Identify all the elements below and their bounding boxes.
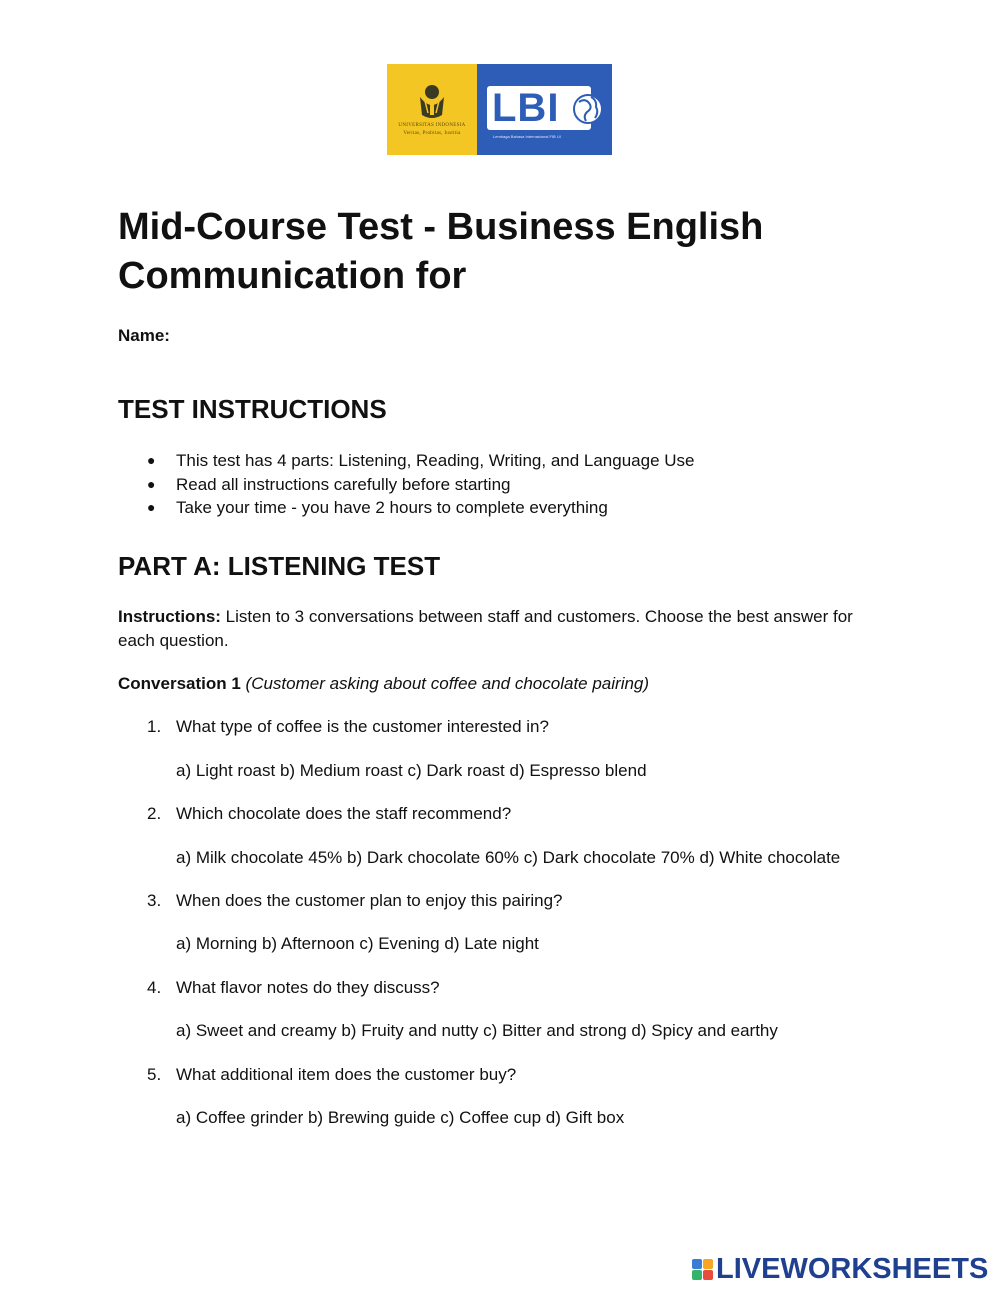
instructions-text: Listen to 3 conversations between staff and customers. Choose the best answer for each question. xyxy=(118,607,853,650)
question-text: What type of coffee is the customer interested in? xyxy=(176,717,549,736)
name-label: Name: xyxy=(118,326,170,345)
list-item xyxy=(118,473,695,497)
question-3-options: a) Morning b) Afternoon c) Evening d) Late night xyxy=(176,934,539,953)
instructions-list xyxy=(118,449,695,520)
question-5-options: a) Coffee grinder b) Brewing guide c) Coffee cup d) Gift box xyxy=(176,1108,625,1127)
question-number: 1. xyxy=(147,717,162,736)
university-name: UNIVERSITAS INDONESIA xyxy=(398,122,466,128)
bullet-icon: ● xyxy=(147,499,156,515)
question-text: What additional item does the customer buy? xyxy=(176,1065,517,1084)
test-instructions-heading: TEST INSTRUCTIONS xyxy=(118,394,387,424)
list-item-text: Take your time - you have 2 hours to complete everything xyxy=(176,498,608,517)
question-text: What flavor notes do they discuss? xyxy=(176,978,440,997)
liveworksheets-wordmark: LIVEWORKSHEETS xyxy=(716,1253,989,1285)
question-text: When does the customer plan to enjoy this pairing? xyxy=(176,891,563,910)
instructions-label: Instructions: xyxy=(118,607,221,626)
question-4 xyxy=(147,976,440,1000)
list-item-text: This test has 4 parts: Listening, Reading, Writing, and Language Use xyxy=(176,451,695,470)
bullet-icon: ● xyxy=(147,452,156,468)
bullet-icon: ● xyxy=(147,475,156,492)
part-a-heading: PART A: LISTENING TEST xyxy=(118,551,441,581)
lbi-logo xyxy=(477,64,612,155)
question-4-options: a) Sweet and creamy b) Fruity and nutty c) Bitter and strong d) Spicy and earthy xyxy=(176,1021,778,1040)
question-number: 5. xyxy=(147,1065,162,1084)
list-item-text: Read all instructions carefully before starting xyxy=(176,474,511,494)
makara-emblem-icon xyxy=(416,83,448,121)
page-title: Mid-Course Test - Business English Communication for xyxy=(118,206,764,297)
question-text: Which chocolate does the staff recommend? xyxy=(176,804,512,823)
header-logo xyxy=(387,64,612,155)
question-1-options: a) Light roast b) Medium roast c) Dark roast d) Espresso blend xyxy=(176,761,647,780)
globe-icon xyxy=(573,88,603,130)
part-a-instructions xyxy=(118,605,888,653)
lbi-subtitle: Lembaga Bahasa Internasional FIB UI xyxy=(493,134,561,139)
conversation-context: (Customer asking about coffee and chocolate pairing) xyxy=(240,674,650,693)
university-motto: Veritas, Probitas, Iustitia xyxy=(403,130,461,136)
question-number: 3. xyxy=(147,891,162,910)
liveworksheets-logo xyxy=(692,1254,988,1284)
question-2 xyxy=(147,802,511,826)
university-indonesia-logo xyxy=(387,64,477,155)
question-2-options: a) Milk chocolate 45% b) Dark chocolate 60% c) Dark chocolate 70% d) White chocolate xyxy=(176,848,841,867)
lbi-wordmark: LBI xyxy=(492,86,560,130)
question-number: 2. xyxy=(147,804,162,823)
list-item xyxy=(118,449,695,473)
conversation-heading xyxy=(118,672,888,696)
list-item xyxy=(118,496,695,520)
conversation-label: Conversation 1 xyxy=(118,674,241,693)
question-5 xyxy=(147,1063,516,1087)
question-1 xyxy=(147,715,549,739)
question-number: 4. xyxy=(147,978,162,997)
liveworksheets-blocks-icon xyxy=(692,1259,713,1280)
question-3 xyxy=(147,889,563,913)
